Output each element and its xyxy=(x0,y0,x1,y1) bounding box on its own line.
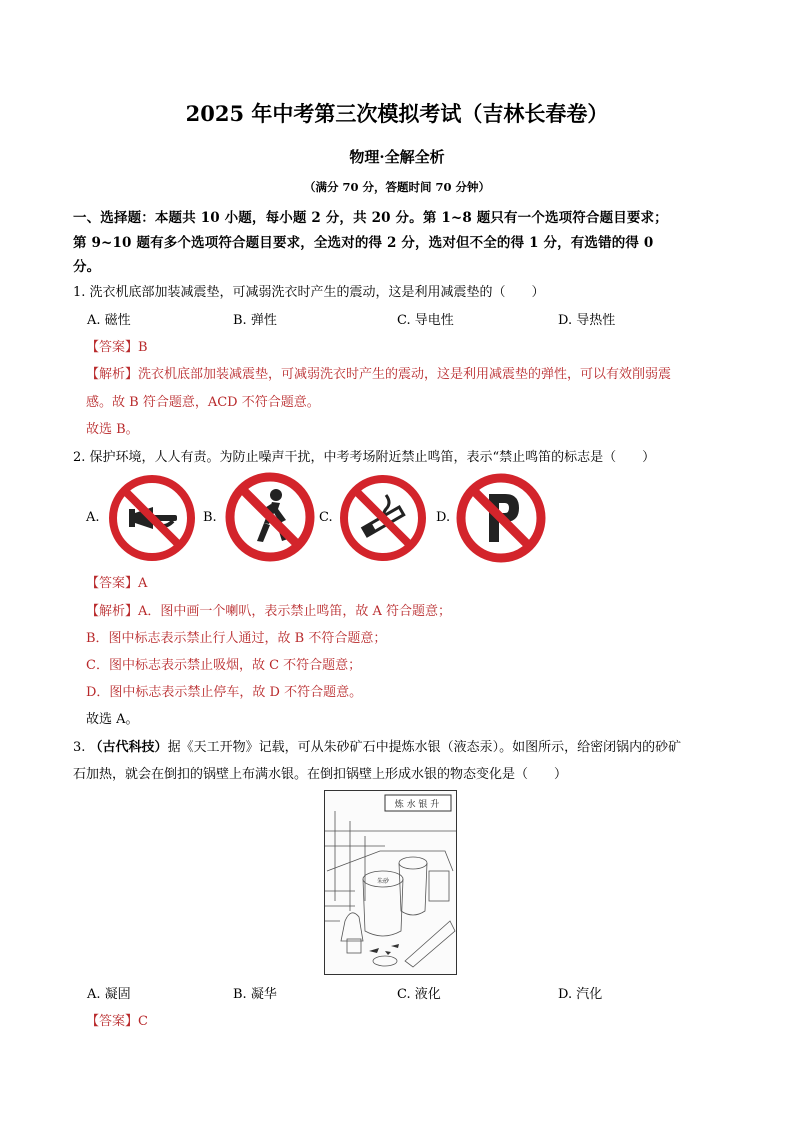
answer-value: B xyxy=(138,340,148,355)
mercury-refining-illustration xyxy=(324,790,457,975)
q3-stem-line xyxy=(73,736,681,755)
no-smoking-icon xyxy=(338,473,428,563)
q2-answer xyxy=(86,572,147,591)
q2-option-a-label: A. xyxy=(86,510,100,525)
analysis-text: 洗衣机底部加装减震垫，可减弱洗衣时产生的震动，这是利用减震垫的弹性，可以有效削弱震 xyxy=(138,367,672,382)
no-pedestrian-icon xyxy=(224,471,316,563)
q2-stem: 2. 保护环境，人人有责。为防止噪声干扰，中考考场附近禁止鸣笛，表示“禁止鸣笛的标志是（ ） xyxy=(73,450,656,465)
q2-analysis-line: C．图中标志表示禁止吸烟，故 C 不符合题意； xyxy=(86,658,362,673)
q3-option-a: A. 凝固 xyxy=(87,987,131,1002)
illustration-caption: 炼 水 银 升 xyxy=(394,800,440,810)
q1-analysis-line: 感。故 B 符合题意，ACD 不符合题意。 xyxy=(86,395,320,410)
q3-answer xyxy=(86,1010,148,1029)
section-heading-line: 分。 xyxy=(73,259,101,275)
page-title: 2025 年中考第三次模拟考试（吉林长春卷） xyxy=(185,101,609,126)
answer-tag: 【答案】 xyxy=(86,576,139,591)
q2-analysis-line xyxy=(86,600,451,619)
q1-option-a: A. 磁性 xyxy=(87,313,131,328)
analysis-tag: 【解析】 xyxy=(86,604,139,619)
answer-tag: 【答案】 xyxy=(86,340,139,355)
q1-stem: 1. 洗衣机底部加装减震垫，可减弱洗衣时产生的震动，这是利用减震垫的（ ） xyxy=(73,285,545,300)
no-parking-icon xyxy=(455,472,547,564)
q1-option-d: D. 导热性 xyxy=(558,313,616,328)
woodcut-drawing xyxy=(325,791,456,974)
q1-answer xyxy=(86,336,148,355)
section-heading-line: 一、选择题：本题共 10 小题，每小题 2 分，共 20 分。第 1~8 题只有一个选项符合题目要求； xyxy=(73,210,668,226)
no-horn-icon xyxy=(107,473,197,563)
stem-text: 据《天工开物》记载，可从朱砂矿石中提炼水银（液态汞）。如图所示，给密闭锅内的砂矿 xyxy=(167,740,682,755)
q1-conclusion: 故选 B。 xyxy=(86,422,139,437)
q2-conclusion: 故选 A。 xyxy=(86,712,139,727)
q3-stem-line: 石加热，就会在倒扣的锅壁上布满水银。在倒扣锅壁上形成水银的物态变化是（ ） xyxy=(73,767,568,782)
q2-option-c-label: C. xyxy=(319,510,333,525)
page-subtitle: 物理·全解全析 xyxy=(349,148,445,166)
q2-option-b-label: B. xyxy=(203,510,217,525)
answer-value: C xyxy=(138,1014,148,1029)
answer-value: A xyxy=(138,576,148,591)
q1-analysis-line xyxy=(86,363,671,382)
q1-option-c: C. 导电性 xyxy=(397,313,454,328)
q3-option-c: C. 液化 xyxy=(397,987,441,1002)
q3-option-b: B. 凝华 xyxy=(233,987,277,1002)
section-heading xyxy=(73,206,733,280)
illustration-label: 朱砂 xyxy=(376,878,390,885)
q1-option-b: B. 弹性 xyxy=(233,313,277,328)
analysis-text: A．图中画一个喇叭，表示禁止鸣笛，故 A 符合题意； xyxy=(138,604,452,619)
stem-tag: （古代科技） xyxy=(89,740,168,755)
q3-option-d: D. 汽化 xyxy=(558,987,603,1002)
section-heading-line: 第 9~10 题有多个选项符合题目要求，全选对的得 2 分，选对但不全的得 1 分，有选错的得 0 xyxy=(73,234,654,251)
q2-analysis-line: D．图中标志表示禁止停车，故 D 不符合题意。 xyxy=(86,685,363,700)
analysis-tag: 【解析】 xyxy=(86,367,139,382)
stem-number: 3. xyxy=(73,740,90,755)
exam-note: （满分 70 分，答题时间 70 分钟） xyxy=(303,180,491,194)
answer-tag: 【答案】 xyxy=(86,1014,139,1029)
q2-analysis-line: B．图中标志表示禁止行人通过，故 B 不符合题意； xyxy=(86,631,387,646)
q2-option-d-label: D. xyxy=(436,510,451,525)
